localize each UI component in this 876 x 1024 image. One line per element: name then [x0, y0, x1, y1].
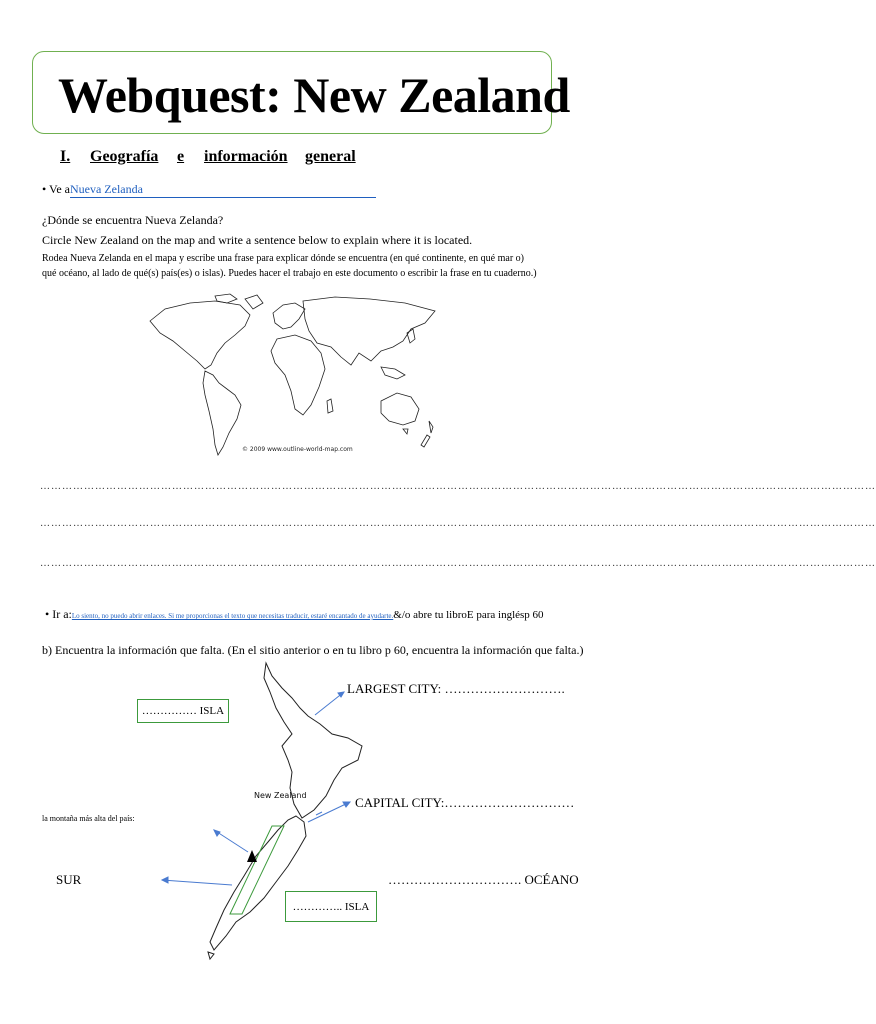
answer-line-2[interactable]: …………………………………………………………………………………………………………………………………………………………………………………………………………: [40, 518, 876, 529]
highest-mountain-label: la montaña más alta del país:: [42, 814, 135, 823]
answer-line-3[interactable]: …………………………………………………………………………………………………………………………………………………………………………………………………………: [40, 558, 876, 569]
nz-map-label: New Zealand: [254, 791, 307, 800]
instruction-spanish-2: qué océano, al lado de qué(s) país(es) o islas). Puedes hacer el trabajo en este documento o escribir la frase en tu cuaderno.): [42, 268, 537, 279]
nueva-zelanda-link[interactable]: Nueva Zelanda: [69, 182, 143, 196]
answer-line-1[interactable]: …………………………………………………………………………………………………………………………………………………………………………………………………………: [40, 481, 876, 492]
south-label: SUR: [56, 872, 82, 887]
ocean-label: …………………………. OCÉANO: [388, 872, 579, 887]
bullet2-suffix: &/o abre tu libroE para inglésp 60: [393, 609, 544, 621]
bullet-line-2: [45, 607, 544, 622]
section-word-2: e: [177, 148, 185, 165]
section-word-3: información: [204, 148, 288, 165]
instruction-english: Circle New Zealand on the map and write a sentence below to explain where it is located.: [42, 233, 473, 247]
part-b-instruction: b) Encuentra la información que falta. (En el sitio anterior o en tu libro p 60, encuentra la información que falta.): [42, 643, 584, 657]
largest-city-label: LARGEST CITY: ……………………….: [347, 681, 565, 696]
map-copyright: © 2009 www.outline-world-map.com: [242, 446, 353, 453]
bullet1-prefix: • Ve a: [42, 182, 70, 196]
section-word-1: Geografía: [90, 148, 159, 165]
south-island-box[interactable]: ………….. ISLA: [285, 891, 377, 922]
question-text: ¿Dónde se encuentra Nueva Zelanda?: [42, 213, 224, 227]
bullet-line-1: [42, 182, 143, 197]
link-underline: [70, 197, 376, 198]
page-title: Webquest: New Zealand: [58, 67, 570, 123]
capital-city-label: CAPITAL CITY:…………………………: [355, 795, 575, 810]
instruction-spanish-1: Rodea Nueva Zelanda en el mapa y escribe una frase para explicar dónde se encuentra (en qué continente, en qué mar o): [42, 253, 524, 264]
world-map: [145, 291, 445, 461]
north-island-box[interactable]: …………… ISLA: [137, 699, 229, 723]
section-word-4: general: [305, 148, 356, 165]
translation-link[interactable]: Lo siento, no puedo abrir enlaces. Si me proporcionas el texto que necesitas traducir, estaré encantado de ayudarte.: [71, 612, 394, 620]
bullet2-prefix: • Ir a:: [45, 607, 72, 621]
section-number: I.: [60, 148, 71, 165]
